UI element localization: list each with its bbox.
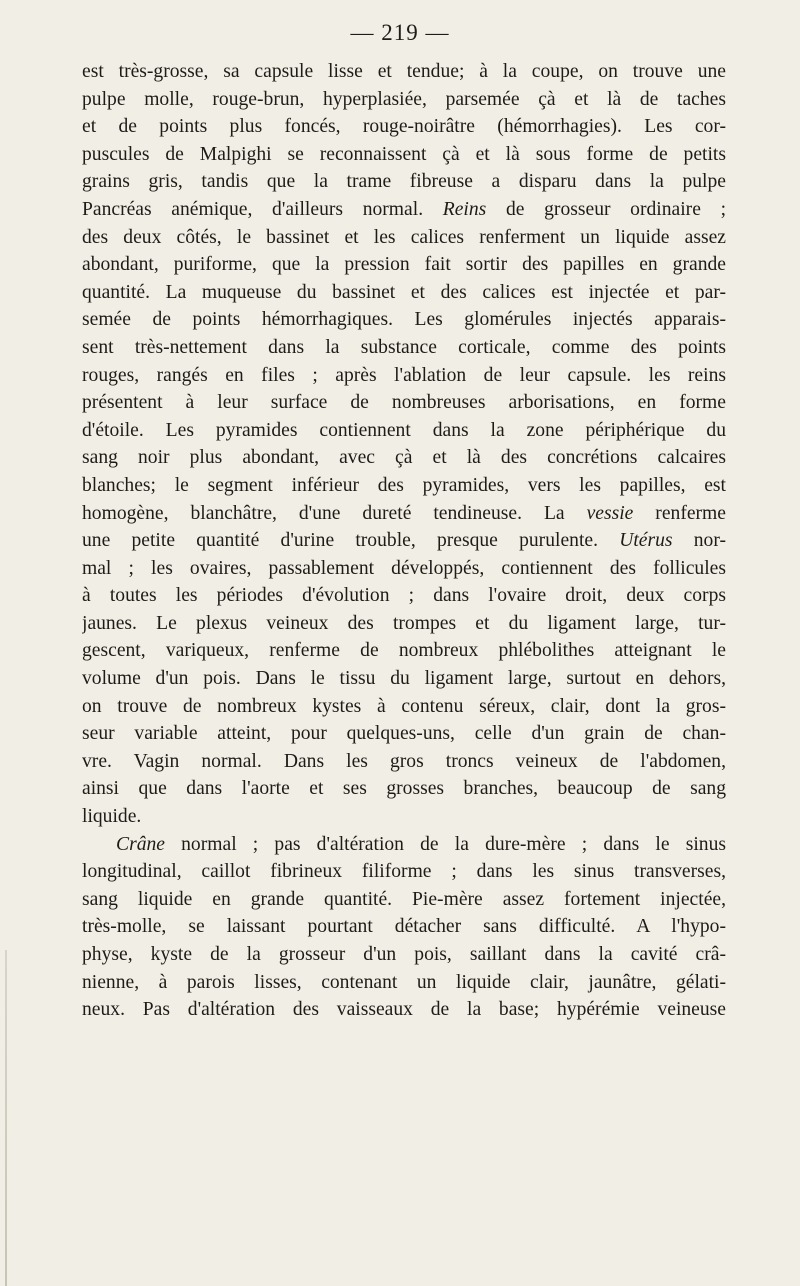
line-text: blanches; le segment inférieur des pyramides, vers les papilles, est xyxy=(82,474,726,496)
text-line xyxy=(82,610,726,638)
italic-term: Utérus xyxy=(619,530,673,552)
line-text: des deux côtés, le bassinet et les calices renferment un liquide assez xyxy=(82,226,726,248)
text-line xyxy=(82,251,726,279)
text-line xyxy=(82,417,726,445)
text-line xyxy=(82,362,726,390)
line-text: puscules de Malpighi se reconnaissent çà et là sous forme de petits xyxy=(82,143,726,165)
text-line xyxy=(82,555,726,583)
line-text: une petite quantité d'urine trouble, presque purulente. xyxy=(82,530,620,552)
text-line xyxy=(82,334,726,362)
text-line xyxy=(82,472,726,500)
line-text: et de points plus foncés, rouge-noirâtre (hémorrhagies). Les cor- xyxy=(82,116,726,138)
line-text: homogène, blanchâtre, d'une dureté tendineuse. La xyxy=(82,502,587,524)
italic-term: Reins xyxy=(442,198,487,220)
text-line xyxy=(82,196,726,224)
line-text: nienne, à parois lisses, contenant un liquide clair, jaunâtre, gélati- xyxy=(82,971,726,993)
line-text: rouges, rangés en files ; après l'ablation de leur capsule. les reins xyxy=(82,364,726,386)
line-text: d'étoile. Les pyramides contiennent dans la zone périphérique du xyxy=(82,419,726,441)
italic-term: vessie xyxy=(586,502,634,524)
line-text: de grosseur ordinaire ; xyxy=(486,198,726,220)
line-text: normal ; pas d'altération de la dure-mère ; dans le sinus xyxy=(164,833,726,855)
text-line xyxy=(82,279,726,307)
text-line xyxy=(82,969,726,997)
line-text: grains gris, tandis que la trame fibreuse a disparu dans la pulpe xyxy=(82,171,726,193)
text-line xyxy=(82,58,726,86)
line-text: nor- xyxy=(672,530,726,552)
line-text: physe, kyste de la grosseur d'un pois, saillant dans la cavité crâ- xyxy=(82,944,726,965)
line-text: liquide. xyxy=(82,806,142,828)
text-line xyxy=(82,803,726,831)
text-line xyxy=(82,527,726,555)
body-text xyxy=(82,58,726,1024)
line-text: on trouve de nombreux kystes à contenu séreux, clair, dont la gros- xyxy=(82,695,726,717)
line-text: très-molle, se laissant pourtant détacher sans difficulté. A l'hypo- xyxy=(82,916,726,938)
line-text: longitudinal, caillot fibrineux filiforme ; dans les sinus transverses, xyxy=(82,861,726,883)
text-line xyxy=(82,141,726,169)
text-line xyxy=(82,113,726,141)
line-text: semée de points hémorrhagiques. Les glomérules injectés apparais- xyxy=(82,309,726,331)
line-text: gescent, variqueux, renferme de nombreux phlébolithes atteignant le xyxy=(82,640,726,662)
line-text: seur variable atteint, pour quelques-uns, celle d'un grain de chan- xyxy=(82,723,726,745)
italic-term: Crâne xyxy=(116,833,165,855)
text-line xyxy=(82,693,726,721)
text-line xyxy=(82,913,726,941)
text-line xyxy=(82,941,726,969)
text-line xyxy=(82,444,726,472)
text-line xyxy=(82,582,726,610)
line-text: jaunes. Le plexus veineux des trompes et du ligament large, tur- xyxy=(82,612,726,634)
text-line xyxy=(82,86,726,114)
line-text: sang liquide en grande quantité. Pie-mère assez fortement injectée, xyxy=(82,888,726,910)
line-text: ainsi que dans l'aorte et ses grosses branches, beaucoup de sang xyxy=(82,778,726,800)
line-text: à toutes les périodes d'évolution ; dans l'ovaire droit, deux corps xyxy=(82,585,726,607)
text-line xyxy=(82,831,726,859)
line-text: abondant, puriforme, que la pression fait sortir des papilles en grande xyxy=(82,254,726,276)
text-line xyxy=(82,720,726,748)
text-line xyxy=(82,500,726,528)
line-text: Pancréas anémique, d'ailleurs normal. xyxy=(82,198,443,220)
text-line xyxy=(82,775,726,803)
line-text: vre. Vagin normal. Dans les gros troncs veineux de l'abdomen, xyxy=(82,750,726,772)
text-line xyxy=(82,224,726,252)
page-edge-shadow xyxy=(5,950,7,1286)
line-text: est très-grosse, sa capsule lisse et tendue; à la coupe, on trouve une xyxy=(82,61,726,82)
line-text: pulpe molle, rouge-brun, hyperplasiée, parsemée çà et là de taches xyxy=(82,88,726,110)
text-line xyxy=(82,665,726,693)
line-text: sent très-nettement dans la substance corticale, comme des points xyxy=(82,336,726,358)
text-line xyxy=(82,637,726,665)
page-number: — 219 — xyxy=(350,20,450,45)
text-line xyxy=(82,886,726,914)
line-text: renferme xyxy=(633,502,726,524)
line-text: présentent à leur surface de nombreuses arborisations, en forme xyxy=(82,392,726,414)
text-line xyxy=(82,389,726,417)
line-text: volume d'un pois. Dans le tissu du ligament large, surtout en dehors, xyxy=(82,668,726,690)
text-line xyxy=(82,748,726,776)
line-text: quantité. La muqueuse du bassinet et des calices est injectée et par- xyxy=(82,281,726,303)
text-line xyxy=(82,306,726,334)
line-text: neux. Pas d'altération des vaisseaux de la base; hypérémie veineuse xyxy=(82,999,726,1021)
line-text: sang noir plus abondant, avec çà et là des concrétions calcaires xyxy=(82,447,726,469)
text-line xyxy=(82,996,726,1024)
line-text: mal ; les ovaires, passablement développés, contiennent des follicules xyxy=(82,557,726,579)
text-line xyxy=(82,858,726,886)
text-line xyxy=(82,168,726,196)
